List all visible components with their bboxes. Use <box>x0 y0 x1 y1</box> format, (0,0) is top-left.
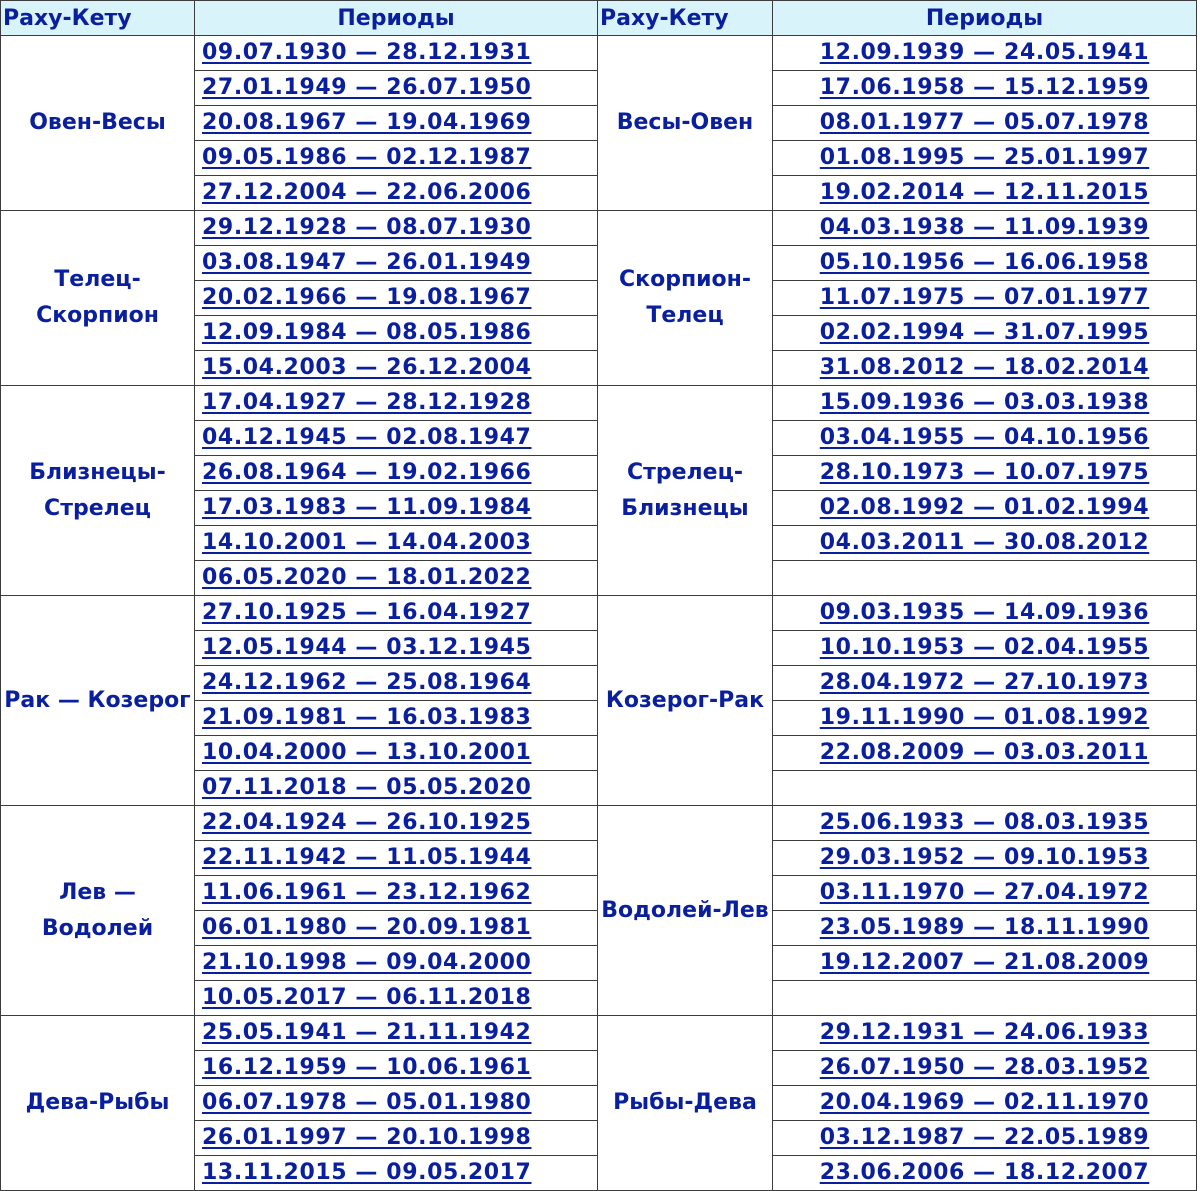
header-periods-left: Периоды <box>195 1 598 36</box>
period-link-right[interactable]: 03.04.1955 — 04.10.1956 <box>773 421 1197 456</box>
rahu-ketu-sign-left: Рак — Козерог <box>1 596 195 806</box>
period-link-right[interactable]: 09.03.1935 — 14.09.1936 <box>773 596 1197 631</box>
period-link-right[interactable]: 28.04.1972 — 27.10.1973 <box>773 666 1197 701</box>
period-link-left[interactable]: 26.08.1964 — 19.02.1966 <box>195 456 598 491</box>
period-link-right[interactable]: 11.07.1975 — 07.01.1977 <box>773 281 1197 316</box>
table-row <box>1 806 1197 841</box>
rahu-ketu-sign-left: Близнецы-Стрелец <box>1 386 195 596</box>
period-link-left[interactable]: 21.09.1981 — 16.03.1983 <box>195 701 598 736</box>
period-link-right[interactable]: 04.03.2011 — 30.08.2012 <box>773 526 1197 561</box>
rahu-ketu-sign-left: Овен-Весы <box>1 36 195 211</box>
period-link-left[interactable]: 17.03.1983 — 11.09.1984 <box>195 491 598 526</box>
empty-cell <box>773 561 1197 596</box>
period-link-left[interactable]: 20.08.1967 — 19.04.1969 <box>195 106 598 141</box>
period-link-left[interactable]: 09.07.1930 — 28.12.1931 <box>195 36 598 71</box>
header-row <box>1 1 1197 36</box>
rahu-ketu-sign-left: Лев — Водолей <box>1 806 195 1016</box>
period-link-left[interactable]: 09.05.1986 — 02.12.1987 <box>195 141 598 176</box>
period-link-right[interactable]: 03.11.1970 — 27.04.1972 <box>773 876 1197 911</box>
rahu-ketu-sign-right: Скорпион-Телец <box>598 211 773 386</box>
table-row <box>1 386 1197 421</box>
period-link-left[interactable]: 12.05.1944 — 03.12.1945 <box>195 631 598 666</box>
period-link-left[interactable]: 10.05.2017 — 06.11.2018 <box>195 981 598 1016</box>
rahu-ketu-sign-right: Козерог-Рак <box>598 596 773 806</box>
period-link-left[interactable]: 17.04.1927 — 28.12.1928 <box>195 386 598 421</box>
period-link-right[interactable]: 22.08.2009 — 03.03.2011 <box>773 736 1197 771</box>
empty-cell <box>773 771 1197 806</box>
rahu-ketu-sign-left: Телец-Скорпион <box>1 211 195 386</box>
period-link-left[interactable]: 26.01.1997 — 20.10.1998 <box>195 1121 598 1156</box>
rahu-ketu-sign-right: Стрелец-Близнецы <box>598 386 773 596</box>
period-link-left[interactable]: 06.05.2020 — 18.01.2022 <box>195 561 598 596</box>
table-row <box>1 596 1197 631</box>
period-link-left[interactable]: 10.04.2000 — 13.10.2001 <box>195 736 598 771</box>
table-row <box>1 1016 1197 1051</box>
period-link-left[interactable]: 15.04.2003 — 26.12.2004 <box>195 351 598 386</box>
table-row <box>1 211 1197 246</box>
table-body <box>1 36 1197 1191</box>
period-link-left[interactable]: 04.12.1945 — 02.08.1947 <box>195 421 598 456</box>
period-link-left[interactable]: 21.10.1998 — 09.04.2000 <box>195 946 598 981</box>
header-periods-right: Периоды <box>773 1 1197 36</box>
rahu-ketu-sign-right: Водолей-Лев <box>598 806 773 1016</box>
period-link-right[interactable]: 23.06.2006 — 18.12.2007 <box>773 1156 1197 1191</box>
period-link-left[interactable]: 25.05.1941 — 21.11.1942 <box>195 1016 598 1051</box>
period-link-right[interactable]: 10.10.1953 — 02.04.1955 <box>773 631 1197 666</box>
period-link-left[interactable]: 20.02.1966 — 19.08.1967 <box>195 281 598 316</box>
period-link-right[interactable]: 08.01.1977 — 05.07.1978 <box>773 106 1197 141</box>
table-row <box>1 36 1197 71</box>
period-link-right[interactable]: 19.02.2014 — 12.11.2015 <box>773 176 1197 211</box>
period-link-right[interactable]: 31.08.2012 — 18.02.2014 <box>773 351 1197 386</box>
period-link-left[interactable]: 11.06.1961 — 23.12.1962 <box>195 876 598 911</box>
header-rahu-ketu-left: Раху-Кету <box>1 1 195 36</box>
empty-cell <box>773 981 1197 1016</box>
rahu-ketu-sign-left: Дева-Рыбы <box>1 1016 195 1191</box>
period-link-right[interactable]: 17.06.1958 — 15.12.1959 <box>773 71 1197 106</box>
period-link-right[interactable]: 28.10.1973 — 10.07.1975 <box>773 456 1197 491</box>
period-link-left[interactable]: 24.12.1962 — 25.08.1964 <box>195 666 598 701</box>
period-link-left[interactable]: 12.09.1984 — 08.05.1986 <box>195 316 598 351</box>
period-link-right[interactable]: 04.03.1938 — 11.09.1939 <box>773 211 1197 246</box>
period-link-left[interactable]: 22.04.1924 — 26.10.1925 <box>195 806 598 841</box>
period-link-right[interactable]: 15.09.1936 — 03.03.1938 <box>773 386 1197 421</box>
period-link-left[interactable]: 07.11.2018 — 05.05.2020 <box>195 771 598 806</box>
period-link-right[interactable]: 01.08.1995 — 25.01.1997 <box>773 141 1197 176</box>
period-link-right[interactable]: 29.03.1952 — 09.10.1953 <box>773 841 1197 876</box>
period-link-left[interactable]: 16.12.1959 — 10.06.1961 <box>195 1051 598 1086</box>
period-link-left[interactable]: 14.10.2001 — 14.04.2003 <box>195 526 598 561</box>
period-link-right[interactable]: 19.12.2007 — 21.08.2009 <box>773 946 1197 981</box>
period-link-left[interactable]: 29.12.1928 — 08.07.1930 <box>195 211 598 246</box>
period-link-left[interactable]: 13.11.2015 — 09.05.2017 <box>195 1156 598 1191</box>
period-link-right[interactable]: 05.10.1956 — 16.06.1958 <box>773 246 1197 281</box>
period-link-left[interactable]: 06.07.1978 — 05.01.1980 <box>195 1086 598 1121</box>
period-link-right[interactable]: 19.11.1990 — 01.08.1992 <box>773 701 1197 736</box>
period-link-right[interactable]: 02.08.1992 — 01.02.1994 <box>773 491 1197 526</box>
period-link-left[interactable]: 27.10.1925 — 16.04.1927 <box>195 596 598 631</box>
period-link-left[interactable]: 03.08.1947 — 26.01.1949 <box>195 246 598 281</box>
period-link-left[interactable]: 22.11.1942 — 11.05.1944 <box>195 841 598 876</box>
period-link-left[interactable]: 27.12.2004 — 22.06.2006 <box>195 176 598 211</box>
period-link-left[interactable]: 06.01.1980 — 20.09.1981 <box>195 911 598 946</box>
period-link-right[interactable]: 29.12.1931 — 24.06.1933 <box>773 1016 1197 1051</box>
period-link-right[interactable]: 02.02.1994 — 31.07.1995 <box>773 316 1197 351</box>
period-link-right[interactable]: 12.09.1939 — 24.05.1941 <box>773 36 1197 71</box>
period-link-right[interactable]: 25.06.1933 — 08.03.1935 <box>773 806 1197 841</box>
period-link-left[interactable]: 27.01.1949 — 26.07.1950 <box>195 71 598 106</box>
period-link-right[interactable]: 23.05.1989 — 18.11.1990 <box>773 911 1197 946</box>
period-link-right[interactable]: 20.04.1969 — 02.11.1970 <box>773 1086 1197 1121</box>
rahu-ketu-sign-right: Рыбы-Дева <box>598 1016 773 1191</box>
period-link-right[interactable]: 26.07.1950 — 28.03.1952 <box>773 1051 1197 1086</box>
period-link-right[interactable]: 03.12.1987 — 22.05.1989 <box>773 1121 1197 1156</box>
rahu-ketu-sign-right: Весы-Овен <box>598 36 773 211</box>
header-rahu-ketu-right: Раху-Кету <box>598 1 773 36</box>
